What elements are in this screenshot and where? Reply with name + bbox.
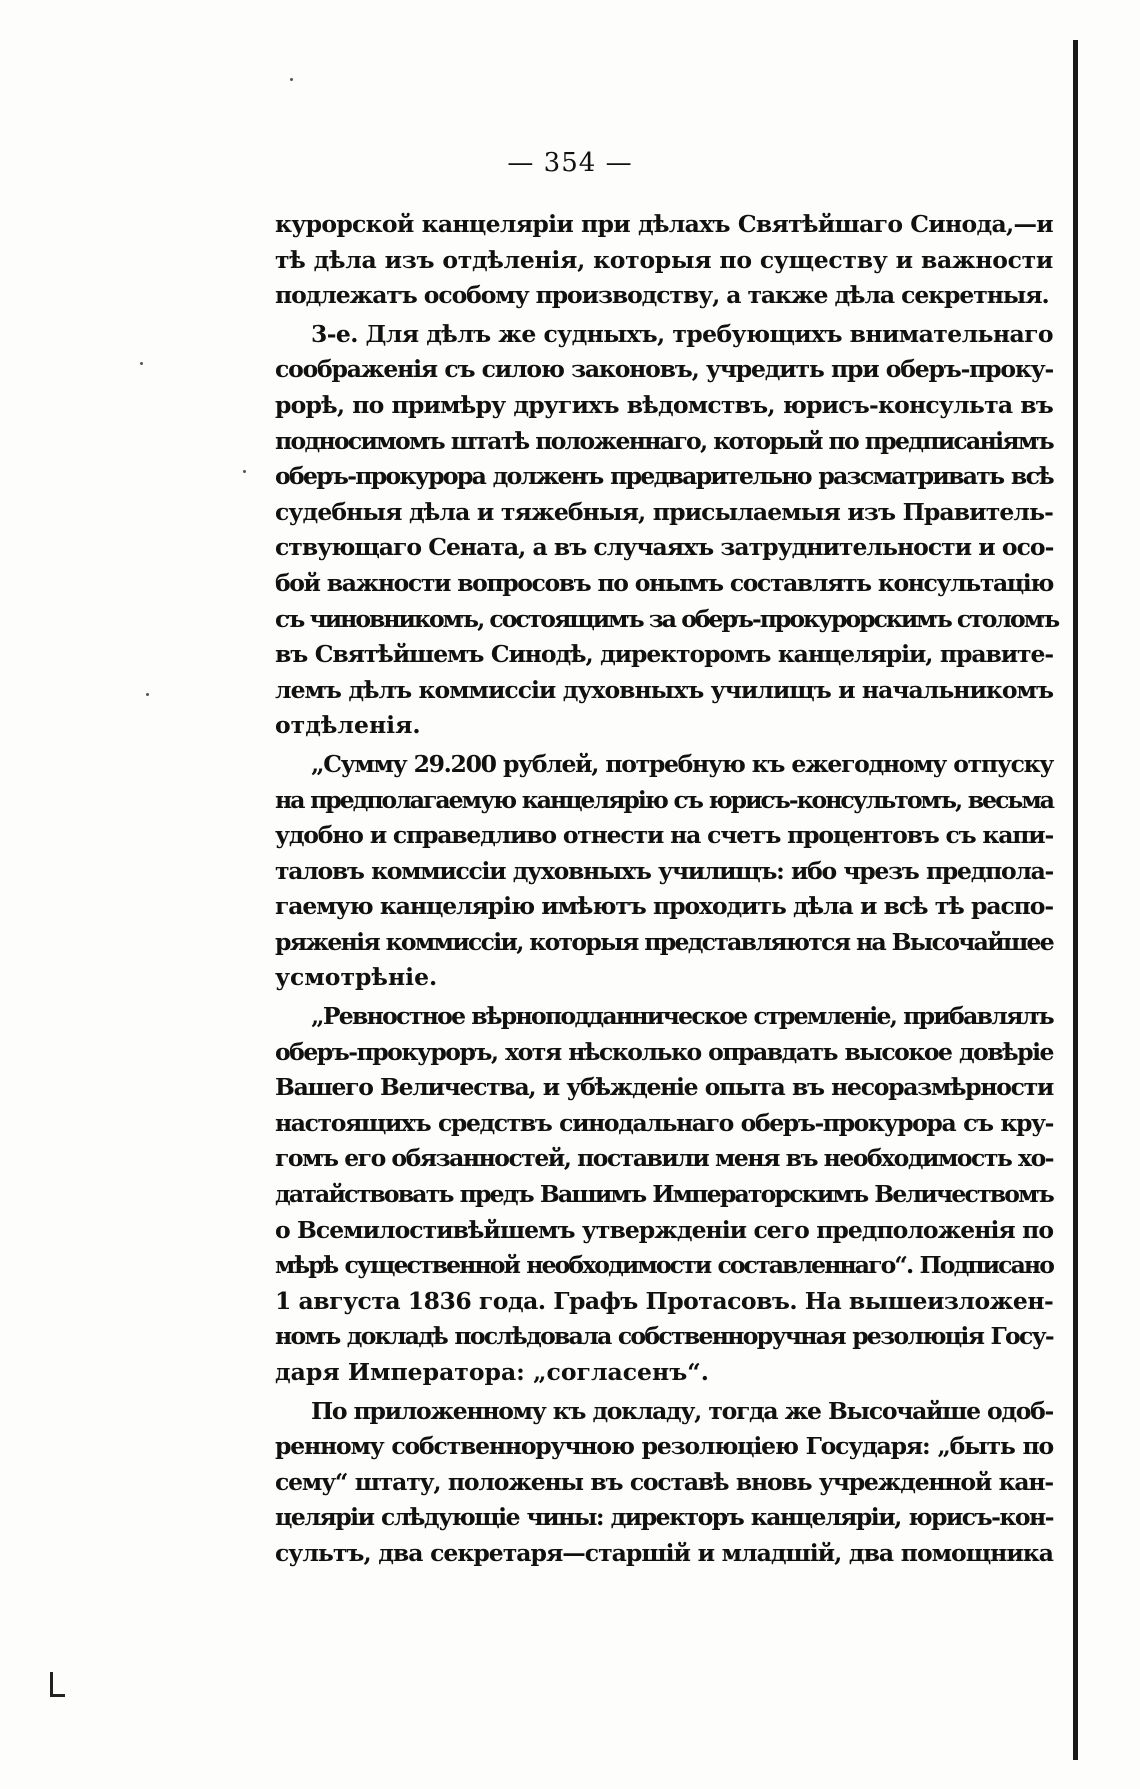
text-line: гомъ его обязанностей, поставили меня въ необходимость хо- <box>275 1144 1053 1173</box>
scan-speck <box>290 78 293 81</box>
text-line: 3-е. Для дѣлъ же судныхъ, требующихъ внимательнаго <box>311 319 1053 348</box>
paragraph <box>275 207 1053 314</box>
paragraph <box>275 317 1059 744</box>
text-line: 1 августа 1836 года. Графъ Протасовъ. На вышеизложен- <box>275 1286 1054 1315</box>
text-line: съ чиновникомъ, состоящимъ за оберъ-прокурорскимъ столомъ <box>275 604 1059 633</box>
text-line: сему“ штату, положены въ составѣ вновь учрежденной кан- <box>275 1467 1053 1496</box>
scan-corner-mark <box>50 1672 65 1697</box>
page-number: — 354 — <box>507 148 633 178</box>
text-line: лемъ дѣлъ коммиссіи духовныхъ училищъ и начальникомъ <box>275 675 1053 704</box>
text-line: сультъ, два секретаря—старшій и младшій, два помощника <box>275 1538 1053 1567</box>
text-line: Вашего Величества, и убѣжденіе опыта въ несоразмѣрности <box>275 1073 1053 1102</box>
text-line: на предполагаемую канцелярію съ юрисъ-консультомъ, весьма <box>275 785 1053 814</box>
text-line: целяріи слѣдующіе чины: директоръ канцеляріи, юрисъ-кон- <box>275 1503 1053 1532</box>
text-line: оберъ-прокурора долженъ предварительно разсматривать всѣ <box>275 462 1053 491</box>
text-line: о Всемилостивѣйшемъ утвержденіи сего предположенія по <box>275 1215 1053 1244</box>
body-text <box>275 207 1059 1572</box>
paragraph <box>275 999 1053 1391</box>
text-line: тѣ дѣла изъ отдѣленія, которыя по существу и важности <box>275 245 1053 274</box>
text-line: подносимомъ штатѣ положеннаго, который по предписаніямъ <box>275 426 1053 455</box>
text-line: судебныя дѣла и тяжебныя, присылаемыя изъ Правитель- <box>275 497 1053 526</box>
scan-edge-bar <box>1073 40 1078 1760</box>
text-line: ряженія коммиссіи, которыя представляются на Высочайшее <box>275 927 1053 956</box>
text-line: бой важности вопросовъ по онымъ составлять консультацію <box>275 568 1053 597</box>
text-line: ренному собственноручною резолюціею Государя: „быть по <box>275 1432 1053 1461</box>
text-line: подлежатъ особому производству, а также дѣла секретныя. <box>275 281 1049 310</box>
text-line: отдѣленія. <box>275 711 421 740</box>
text-line: оберъ-прокуроръ, хотя нѣсколько оправдать высокое довѣріе <box>275 1037 1053 1066</box>
scan-speck <box>140 362 143 365</box>
text-line: гаемую канцелярію имѣютъ проходить дѣла и всѣ тѣ распо- <box>275 892 1053 921</box>
text-line: „Ревностное вѣрноподданническое стремленіе, прибавлялъ <box>311 1002 1053 1031</box>
text-line: рорѣ, по примѣру другихъ вѣдомствъ, юрисъ-консульта въ <box>275 390 1053 419</box>
paragraph <box>275 1394 1053 1572</box>
text-line: соображенія съ силою законовъ, учредить при оберъ-проку- <box>275 355 1053 384</box>
paragraph <box>275 747 1053 996</box>
text-line: „Сумму 29.200 рублей, потребную къ ежегодному отпуску <box>311 749 1053 778</box>
text-line: таловъ коммиссіи духовныхъ училищъ: ибо чрезъ предпола- <box>275 856 1053 885</box>
text-line: ствующаго Сената, а въ случаяхъ затруднительности и осо- <box>275 533 1054 562</box>
text-line: настоящихъ средствъ синодальнаго оберъ-прокурора съ кру- <box>275 1108 1053 1137</box>
text-line: номъ докладѣ послѣдовала собственноручная резолюція Госу- <box>275 1322 1053 1351</box>
text-line: датайствовать предъ Вашимъ Императорскимъ Величествомъ <box>275 1180 1053 1209</box>
text-line: удобно и справедливо отнести на счетъ процентовъ съ капи- <box>275 821 1054 850</box>
text-line: въ Святѣйшемъ Синодѣ, директоромъ канцеляріи, правите- <box>275 640 1053 669</box>
text-line: усмотрѣніе. <box>275 963 438 992</box>
text-line: По приложенному къ докладу, тогда же Высочайше одоб- <box>311 1396 1053 1425</box>
scan-speck <box>146 693 149 696</box>
scan-speck <box>243 470 246 473</box>
text-line: даря Императора: „согласенъ“. <box>275 1358 709 1386</box>
text-line: мѣрѣ существенной необходимости составленнаго“. Подписано <box>275 1251 1053 1280</box>
text-line: курорской канцеляріи при дѣлахъ Святѣйшаго Синода,—и <box>275 210 1053 238</box>
